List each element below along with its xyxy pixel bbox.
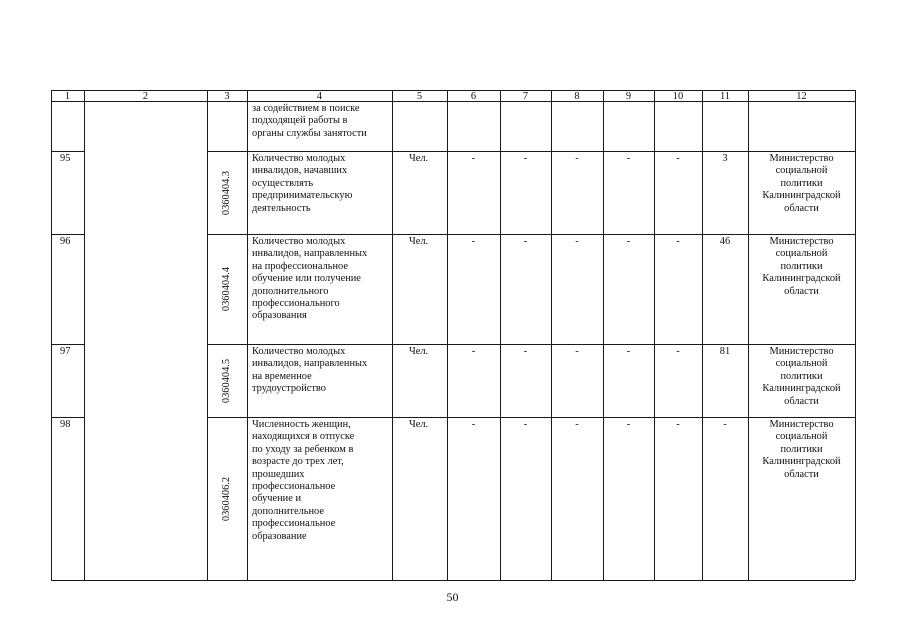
column-header-12: 12 — [796, 90, 807, 102]
column-header-9: 9 — [625, 90, 632, 102]
indicator-description-line: Численность женщин, — [252, 419, 351, 430]
responsible-body-line: политики — [780, 443, 823, 455]
indicator-code: 0360404.4 — [221, 266, 232, 312]
indicator-description-line: осуществлять — [252, 177, 314, 189]
carryover-description-line: подходящей работы в — [252, 115, 348, 127]
table-rule — [207, 234, 855, 235]
unit: Чел. — [409, 236, 429, 247]
indicator-description-line: дополнительного — [252, 285, 329, 297]
table-rule — [51, 234, 84, 235]
column-11-value: - — [723, 419, 727, 430]
column-header-10: 10 — [672, 90, 684, 102]
column-header-7: 7 — [522, 90, 529, 102]
empty-value-dash: - — [676, 419, 680, 430]
column-header-2: 2 — [142, 90, 149, 102]
indicator-description-line: деятельность — [252, 202, 311, 214]
empty-value-dash: - — [676, 236, 680, 247]
row-number: 96 — [60, 236, 71, 247]
indicator-description-line: профессиональное — [252, 481, 336, 492]
column-11-value: 81 — [719, 346, 731, 357]
responsible-body-line: социальной — [775, 248, 828, 260]
indicator-description-line: предпринимательскую — [252, 190, 353, 202]
column-header-3: 3 — [224, 90, 230, 102]
column-header-6: 6 — [470, 90, 477, 102]
responsible-body-line: политики — [780, 260, 823, 272]
indicator-code: 0360404.3 — [221, 170, 232, 215]
empty-value-dash: - — [471, 153, 476, 164]
indicator-description-line: на профессиональное — [252, 260, 348, 272]
table-rule — [51, 417, 84, 418]
empty-value-dash: - — [523, 346, 528, 357]
empty-value-dash: - — [575, 236, 579, 247]
empty-value-dash: - — [575, 419, 579, 430]
empty-value-dash: - — [626, 236, 631, 247]
empty-value-dash: - — [471, 346, 476, 357]
empty-value-dash: - — [523, 153, 528, 164]
empty-value-dash: - — [523, 419, 528, 430]
table-rule — [51, 90, 52, 580]
indicator-description-line: инвалидов, начавших — [252, 165, 348, 177]
empty-value-dash: - — [523, 236, 528, 247]
responsible-body-line: социальной — [775, 165, 828, 177]
table-rule — [207, 417, 855, 418]
carryover-description-line: за содействием в поиске — [252, 103, 360, 114]
indicator-description-line: Количество молодых — [252, 236, 346, 247]
indicator-description-line: профессионального — [252, 298, 340, 309]
table-rule — [207, 344, 855, 345]
column-11-value: 3 — [722, 153, 728, 164]
unit: Чел. — [409, 346, 429, 357]
table-rule — [51, 580, 855, 581]
table-rule — [247, 90, 248, 580]
responsible-body-line: социальной — [775, 431, 828, 443]
indicator-description-line: по уходу за ребенком в — [252, 443, 354, 455]
indicator-description-line: находящихся в отпуске — [252, 431, 355, 443]
responsible-body-line: социальной — [775, 358, 828, 370]
row-number: 95 — [60, 153, 71, 164]
indicator-description-line: возрасте до трех лет, — [252, 456, 344, 468]
indicator-description-line: обучение и — [252, 493, 302, 505]
empty-value-dash: - — [626, 419, 631, 430]
responsible-body-line: Министерство — [769, 346, 834, 357]
responsible-body-line: Министерство — [769, 153, 834, 164]
column-header-11: 11 — [719, 90, 730, 102]
unit: Чел. — [409, 153, 429, 164]
column-header-4: 4 — [316, 90, 323, 102]
indicator-description-line: инвалидов, направленных — [252, 248, 368, 260]
indicator-description-line: прошедших — [252, 468, 305, 480]
indicator-code: 0360404.5 — [221, 358, 232, 403]
empty-value-dash: - — [471, 236, 476, 247]
responsible-body-line: политики — [780, 370, 823, 382]
indicator-description-line: инвалидов, направленных — [252, 358, 368, 370]
empty-value-dash: - — [626, 346, 631, 357]
empty-value-dash: - — [676, 346, 680, 357]
table-rule — [207, 151, 855, 152]
responsible-body-line: Министерство — [769, 419, 834, 430]
indicator-description-line: на временное — [252, 370, 312, 382]
column-header-5: 5 — [416, 90, 423, 102]
responsible-body-line: области — [784, 285, 819, 297]
indicator-description-line: образование — [252, 530, 307, 542]
empty-value-dash: - — [575, 346, 579, 357]
responsible-body-line: области — [784, 202, 819, 214]
indicator-description-line: трудоустройство — [252, 383, 326, 395]
indicator-description-line: Количество молодых — [252, 153, 346, 164]
carryover-description-line: органы службы занятости — [252, 127, 367, 139]
column-header-1: 1 — [64, 90, 71, 102]
indicator-description-line: образования — [252, 310, 307, 322]
empty-value-dash: - — [575, 153, 579, 164]
responsible-body-line: Калининградской — [762, 383, 841, 395]
table-rule — [84, 90, 85, 580]
table-rule — [207, 90, 208, 580]
responsible-body-line: Калининградской — [762, 190, 841, 202]
responsible-body-line: Калининградской — [762, 456, 841, 468]
page-number: 50 — [446, 590, 459, 604]
indicator-description-line: профессиональное — [252, 518, 336, 530]
indicator-description-line: обучение или получение — [252, 273, 361, 285]
empty-value-dash: - — [626, 153, 631, 164]
table-rule — [51, 344, 84, 345]
responsible-body-line: области — [784, 468, 819, 480]
responsible-body-line: Калининградской — [762, 273, 841, 285]
unit: Чел. — [409, 419, 429, 430]
empty-value-dash: - — [676, 153, 680, 164]
table-rule — [392, 90, 393, 580]
responsible-body-line: политики — [780, 177, 823, 189]
column-11-value: 46 — [719, 236, 731, 247]
row-number: 98 — [60, 419, 71, 430]
table-rule — [51, 151, 84, 152]
indicator-code: 0360406.2 — [221, 476, 232, 521]
empty-value-dash: - — [471, 419, 476, 430]
responsible-body-line: области — [784, 395, 819, 407]
responsible-body-line: Министерство — [769, 236, 834, 247]
column-header-8: 8 — [574, 90, 580, 102]
indicator-description-line: Количество молодых — [252, 346, 346, 357]
row-number: 97 — [60, 346, 71, 357]
indicator-description-line: дополнительное — [252, 505, 324, 517]
